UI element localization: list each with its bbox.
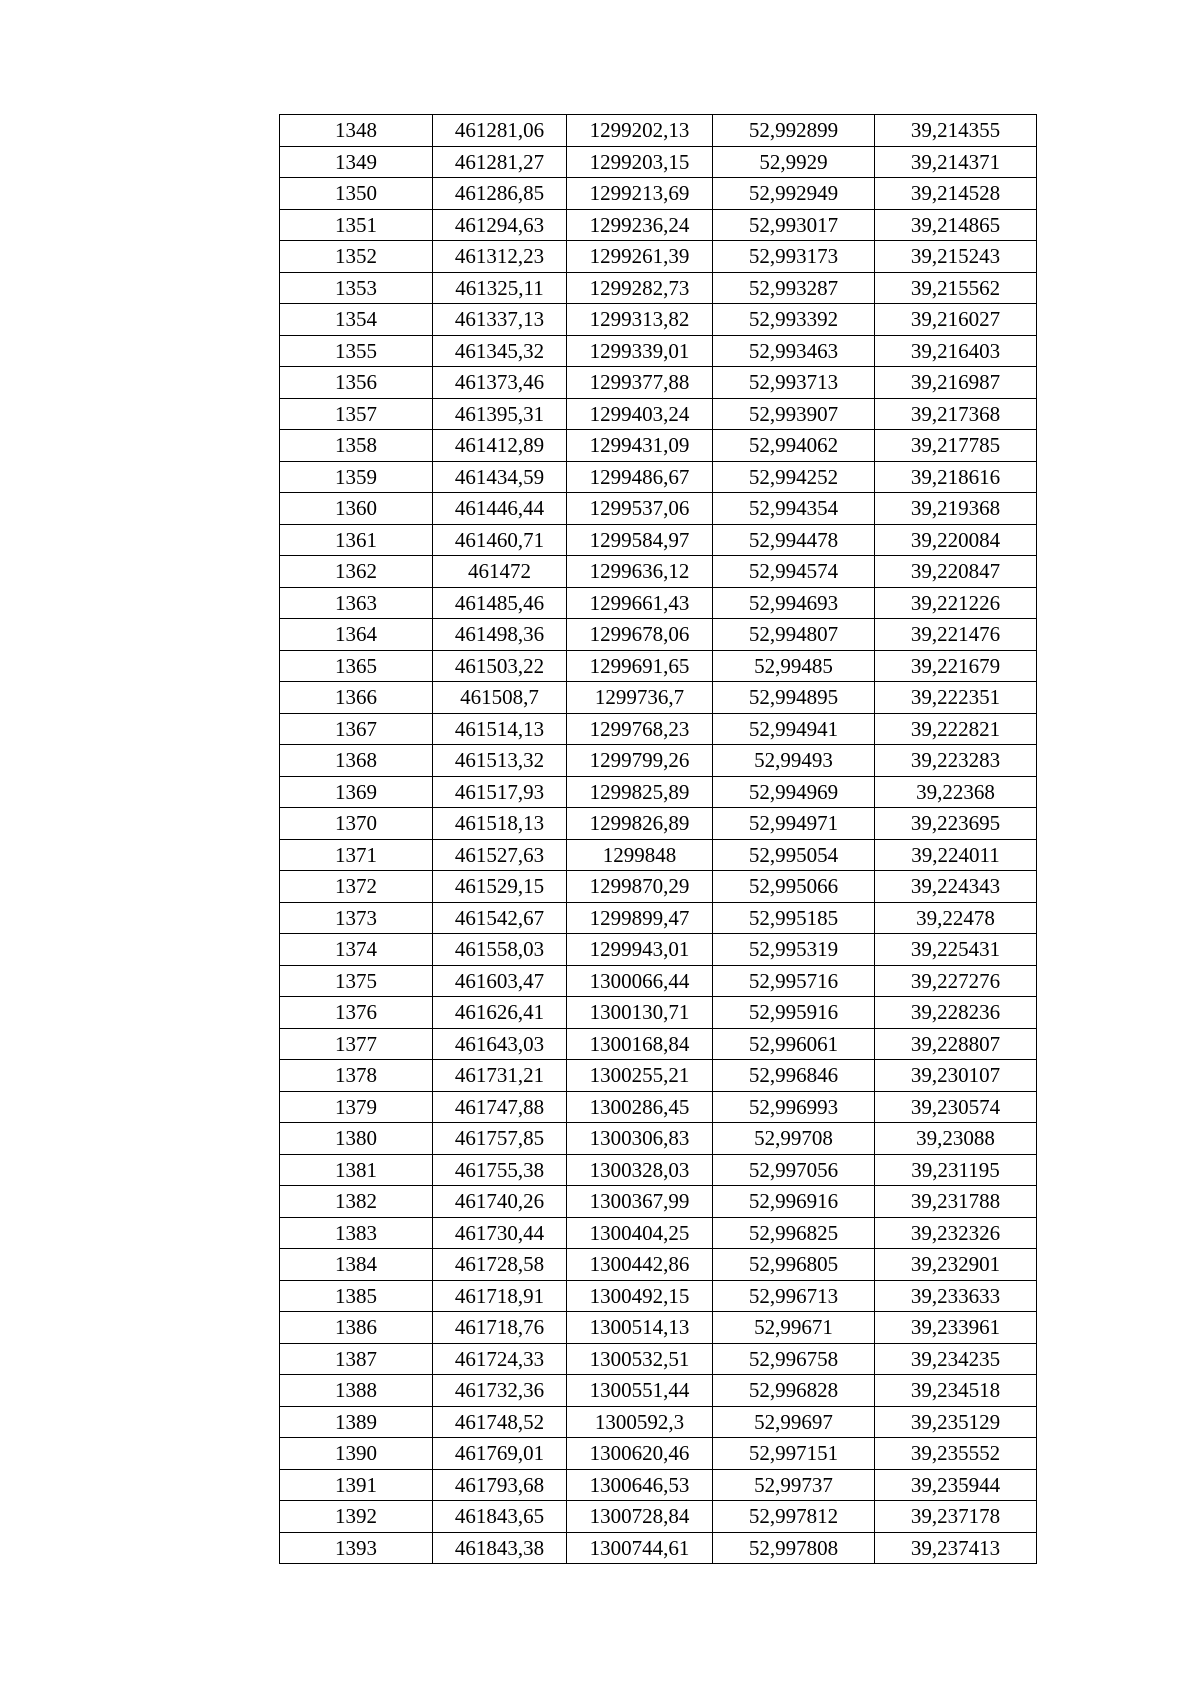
point-number-cell: 1377 [280,1028,433,1060]
point-number-cell: 1360 [280,493,433,525]
table-row [280,871,1037,903]
longitude-cell: 39,233961 [875,1312,1037,1344]
y-coordinate-cell: 1300367,99 [567,1186,713,1218]
y-coordinate-cell: 1299826,89 [567,808,713,840]
longitude-cell: 39,214528 [875,178,1037,210]
point-number-cell: 1356 [280,367,433,399]
latitude-cell: 52,996993 [713,1091,875,1123]
table-row [280,587,1037,619]
latitude-cell: 52,993392 [713,304,875,336]
point-number-cell: 1365 [280,650,433,682]
table-row [280,1438,1037,1470]
table-row [280,934,1037,966]
longitude-cell: 39,227276 [875,965,1037,997]
point-number-cell: 1389 [280,1406,433,1438]
table-row [280,1280,1037,1312]
latitude-cell: 52,99671 [713,1312,875,1344]
x-coordinate-cell: 461472 [433,556,567,588]
table-row [280,776,1037,808]
longitude-cell: 39,215562 [875,272,1037,304]
x-coordinate-cell: 461769,01 [433,1438,567,1470]
point-number-cell: 1374 [280,934,433,966]
latitude-cell: 52,996825 [713,1217,875,1249]
latitude-cell: 52,997151 [713,1438,875,1470]
y-coordinate-cell: 1299213,69 [567,178,713,210]
point-number-cell: 1368 [280,745,433,777]
table-row [280,1249,1037,1281]
latitude-cell: 52,9929 [713,146,875,178]
table-row [280,745,1037,777]
table-row [280,1501,1037,1533]
latitude-cell: 52,994969 [713,776,875,808]
y-coordinate-cell: 1300551,44 [567,1375,713,1407]
y-coordinate-cell: 1299825,89 [567,776,713,808]
latitude-cell: 52,994354 [713,493,875,525]
y-coordinate-cell: 1299768,23 [567,713,713,745]
x-coordinate-cell: 461747,88 [433,1091,567,1123]
point-number-cell: 1369 [280,776,433,808]
longitude-cell: 39,222821 [875,713,1037,745]
table-row [280,461,1037,493]
table-row [280,209,1037,241]
latitude-cell: 52,993287 [713,272,875,304]
x-coordinate-cell: 461740,26 [433,1186,567,1218]
longitude-cell: 39,224343 [875,871,1037,903]
x-coordinate-cell: 461558,03 [433,934,567,966]
y-coordinate-cell: 1299870,29 [567,871,713,903]
latitude-cell: 52,995716 [713,965,875,997]
table-row [280,1028,1037,1060]
point-number-cell: 1355 [280,335,433,367]
point-number-cell: 1381 [280,1154,433,1186]
x-coordinate-cell: 461395,31 [433,398,567,430]
x-coordinate-cell: 461412,89 [433,430,567,462]
table-row [280,839,1037,871]
y-coordinate-cell: 1299584,97 [567,524,713,556]
y-coordinate-cell: 1299799,26 [567,745,713,777]
longitude-cell: 39,214355 [875,115,1037,147]
point-number-cell: 1349 [280,146,433,178]
point-number-cell: 1351 [280,209,433,241]
x-coordinate-cell: 461529,15 [433,871,567,903]
x-coordinate-cell: 461518,13 [433,808,567,840]
latitude-cell: 52,996916 [713,1186,875,1218]
x-coordinate-cell: 461485,46 [433,587,567,619]
point-number-cell: 1359 [280,461,433,493]
longitude-cell: 39,230107 [875,1060,1037,1092]
latitude-cell: 52,995185 [713,902,875,934]
y-coordinate-cell: 1299486,67 [567,461,713,493]
y-coordinate-cell: 1300328,03 [567,1154,713,1186]
latitude-cell: 52,994895 [713,682,875,714]
point-number-cell: 1372 [280,871,433,903]
longitude-cell: 39,220847 [875,556,1037,588]
table-row [280,1343,1037,1375]
longitude-cell: 39,217785 [875,430,1037,462]
y-coordinate-cell: 1299282,73 [567,272,713,304]
y-coordinate-cell: 1300744,61 [567,1532,713,1564]
longitude-cell: 39,22478 [875,902,1037,934]
y-coordinate-cell: 1299899,47 [567,902,713,934]
y-coordinate-cell: 1299661,43 [567,587,713,619]
latitude-cell: 52,99708 [713,1123,875,1155]
latitude-cell: 52,995054 [713,839,875,871]
x-coordinate-cell: 461731,21 [433,1060,567,1092]
longitude-cell: 39,235129 [875,1406,1037,1438]
latitude-cell: 52,993463 [713,335,875,367]
point-number-cell: 1352 [280,241,433,273]
point-number-cell: 1387 [280,1343,433,1375]
coordinates-table [279,114,1037,1564]
y-coordinate-cell: 1299403,24 [567,398,713,430]
latitude-cell: 52,99493 [713,745,875,777]
x-coordinate-cell: 461718,91 [433,1280,567,1312]
table-row [280,146,1037,178]
table-row [280,1532,1037,1564]
latitude-cell: 52,995319 [713,934,875,966]
longitude-cell: 39,225431 [875,934,1037,966]
x-coordinate-cell: 461503,22 [433,650,567,682]
point-number-cell: 1385 [280,1280,433,1312]
latitude-cell: 52,996713 [713,1280,875,1312]
table-row [280,241,1037,273]
x-coordinate-cell: 461460,71 [433,524,567,556]
y-coordinate-cell: 1299943,01 [567,934,713,966]
y-coordinate-cell: 1300532,51 [567,1343,713,1375]
longitude-cell: 39,221679 [875,650,1037,682]
latitude-cell: 52,997812 [713,1501,875,1533]
table-row [280,1406,1037,1438]
table-row [280,1123,1037,1155]
longitude-cell: 39,233633 [875,1280,1037,1312]
x-coordinate-cell: 461514,13 [433,713,567,745]
longitude-cell: 39,237413 [875,1532,1037,1564]
x-coordinate-cell: 461728,58 [433,1249,567,1281]
longitude-cell: 39,22368 [875,776,1037,808]
table-row [280,1154,1037,1186]
point-number-cell: 1354 [280,304,433,336]
point-number-cell: 1390 [280,1438,433,1470]
table-row [280,650,1037,682]
longitude-cell: 39,228807 [875,1028,1037,1060]
point-number-cell: 1378 [280,1060,433,1092]
point-number-cell: 1350 [280,178,433,210]
latitude-cell: 52,996061 [713,1028,875,1060]
y-coordinate-cell: 1299236,24 [567,209,713,241]
y-coordinate-cell: 1300514,13 [567,1312,713,1344]
latitude-cell: 52,993713 [713,367,875,399]
table-row [280,1312,1037,1344]
coordinates-table-body [280,115,1037,1564]
longitude-cell: 39,216987 [875,367,1037,399]
latitude-cell: 52,994807 [713,619,875,651]
point-number-cell: 1392 [280,1501,433,1533]
y-coordinate-cell: 1300168,84 [567,1028,713,1060]
point-number-cell: 1384 [280,1249,433,1281]
y-coordinate-cell: 1299203,15 [567,146,713,178]
y-coordinate-cell: 1299848 [567,839,713,871]
y-coordinate-cell: 1300646,53 [567,1469,713,1501]
latitude-cell: 52,996828 [713,1375,875,1407]
longitude-cell: 39,237178 [875,1501,1037,1533]
y-coordinate-cell: 1300255,21 [567,1060,713,1092]
point-number-cell: 1364 [280,619,433,651]
x-coordinate-cell: 461281,06 [433,115,567,147]
y-coordinate-cell: 1300286,45 [567,1091,713,1123]
x-coordinate-cell: 461325,11 [433,272,567,304]
point-number-cell: 1362 [280,556,433,588]
x-coordinate-cell: 461843,65 [433,1501,567,1533]
longitude-cell: 39,223283 [875,745,1037,777]
x-coordinate-cell: 461643,03 [433,1028,567,1060]
latitude-cell: 52,994941 [713,713,875,745]
y-coordinate-cell: 1299339,01 [567,335,713,367]
x-coordinate-cell: 461527,63 [433,839,567,871]
table-row [280,1060,1037,1092]
longitude-cell: 39,220084 [875,524,1037,556]
x-coordinate-cell: 461757,85 [433,1123,567,1155]
latitude-cell: 52,995066 [713,871,875,903]
point-number-cell: 1357 [280,398,433,430]
latitude-cell: 52,994971 [713,808,875,840]
table-row [280,808,1037,840]
point-number-cell: 1380 [280,1123,433,1155]
point-number-cell: 1361 [280,524,433,556]
latitude-cell: 52,993017 [713,209,875,241]
x-coordinate-cell: 461508,7 [433,682,567,714]
longitude-cell: 39,235944 [875,1469,1037,1501]
y-coordinate-cell: 1300130,71 [567,997,713,1029]
longitude-cell: 39,23088 [875,1123,1037,1155]
latitude-cell: 52,994693 [713,587,875,619]
point-number-cell: 1370 [280,808,433,840]
latitude-cell: 52,994252 [713,461,875,493]
longitude-cell: 39,223695 [875,808,1037,840]
y-coordinate-cell: 1299537,06 [567,493,713,525]
y-coordinate-cell: 1299313,82 [567,304,713,336]
point-number-cell: 1375 [280,965,433,997]
longitude-cell: 39,234235 [875,1343,1037,1375]
table-row [280,178,1037,210]
point-number-cell: 1379 [280,1091,433,1123]
latitude-cell: 52,994574 [713,556,875,588]
y-coordinate-cell: 1299431,09 [567,430,713,462]
point-number-cell: 1371 [280,839,433,871]
y-coordinate-cell: 1300066,44 [567,965,713,997]
x-coordinate-cell: 461281,27 [433,146,567,178]
table-row [280,902,1037,934]
x-coordinate-cell: 461603,47 [433,965,567,997]
longitude-cell: 39,218616 [875,461,1037,493]
x-coordinate-cell: 461843,38 [433,1532,567,1564]
longitude-cell: 39,234518 [875,1375,1037,1407]
point-number-cell: 1366 [280,682,433,714]
y-coordinate-cell: 1300442,86 [567,1249,713,1281]
longitude-cell: 39,221226 [875,587,1037,619]
latitude-cell: 52,994062 [713,430,875,462]
longitude-cell: 39,232326 [875,1217,1037,1249]
table-row [280,1375,1037,1407]
table-row [280,556,1037,588]
x-coordinate-cell: 461312,23 [433,241,567,273]
x-coordinate-cell: 461724,33 [433,1343,567,1375]
table-row [280,1217,1037,1249]
y-coordinate-cell: 1300592,3 [567,1406,713,1438]
longitude-cell: 39,216403 [875,335,1037,367]
y-coordinate-cell: 1299377,88 [567,367,713,399]
latitude-cell: 52,996758 [713,1343,875,1375]
latitude-cell: 52,997808 [713,1532,875,1564]
table-row [280,682,1037,714]
x-coordinate-cell: 461513,32 [433,745,567,777]
latitude-cell: 52,995916 [713,997,875,1029]
point-number-cell: 1382 [280,1186,433,1218]
longitude-cell: 39,232901 [875,1249,1037,1281]
latitude-cell: 52,99697 [713,1406,875,1438]
longitude-cell: 39,228236 [875,997,1037,1029]
y-coordinate-cell: 1299261,39 [567,241,713,273]
y-coordinate-cell: 1299691,65 [567,650,713,682]
latitude-cell: 52,992949 [713,178,875,210]
latitude-cell: 52,993907 [713,398,875,430]
y-coordinate-cell: 1300620,46 [567,1438,713,1470]
latitude-cell: 52,997056 [713,1154,875,1186]
point-number-cell: 1376 [280,997,433,1029]
longitude-cell: 39,231195 [875,1154,1037,1186]
point-number-cell: 1363 [280,587,433,619]
table-row [280,1469,1037,1501]
y-coordinate-cell: 1299736,7 [567,682,713,714]
longitude-cell: 39,231788 [875,1186,1037,1218]
x-coordinate-cell: 461718,76 [433,1312,567,1344]
point-number-cell: 1367 [280,713,433,745]
x-coordinate-cell: 461517,93 [433,776,567,808]
table-row [280,965,1037,997]
longitude-cell: 39,215243 [875,241,1037,273]
point-number-cell: 1391 [280,1469,433,1501]
x-coordinate-cell: 461732,36 [433,1375,567,1407]
table-row [280,619,1037,651]
point-number-cell: 1348 [280,115,433,147]
longitude-cell: 39,214371 [875,146,1037,178]
table-row [280,335,1037,367]
y-coordinate-cell: 1300306,83 [567,1123,713,1155]
longitude-cell: 39,230574 [875,1091,1037,1123]
x-coordinate-cell: 461755,38 [433,1154,567,1186]
x-coordinate-cell: 461730,44 [433,1217,567,1249]
longitude-cell: 39,222351 [875,682,1037,714]
table-row [280,1091,1037,1123]
longitude-cell: 39,219368 [875,493,1037,525]
longitude-cell: 39,235552 [875,1438,1037,1470]
x-coordinate-cell: 461626,41 [433,997,567,1029]
latitude-cell: 52,996846 [713,1060,875,1092]
longitude-cell: 39,221476 [875,619,1037,651]
point-number-cell: 1386 [280,1312,433,1344]
table-row [280,398,1037,430]
x-coordinate-cell: 461446,44 [433,493,567,525]
table-row [280,430,1037,462]
table-row [280,272,1037,304]
table-row [280,493,1037,525]
table-row [280,997,1037,1029]
y-coordinate-cell: 1299202,13 [567,115,713,147]
point-number-cell: 1358 [280,430,433,462]
x-coordinate-cell: 461542,67 [433,902,567,934]
longitude-cell: 39,224011 [875,839,1037,871]
table-row [280,713,1037,745]
longitude-cell: 39,216027 [875,304,1037,336]
x-coordinate-cell: 461793,68 [433,1469,567,1501]
y-coordinate-cell: 1299678,06 [567,619,713,651]
x-coordinate-cell: 461294,63 [433,209,567,241]
table-row [280,304,1037,336]
y-coordinate-cell: 1299636,12 [567,556,713,588]
x-coordinate-cell: 461337,13 [433,304,567,336]
x-coordinate-cell: 461498,36 [433,619,567,651]
x-coordinate-cell: 461373,46 [433,367,567,399]
latitude-cell: 52,993173 [713,241,875,273]
x-coordinate-cell: 461345,32 [433,335,567,367]
latitude-cell: 52,99485 [713,650,875,682]
point-number-cell: 1393 [280,1532,433,1564]
x-coordinate-cell: 461286,85 [433,178,567,210]
table-row [280,115,1037,147]
point-number-cell: 1388 [280,1375,433,1407]
latitude-cell: 52,992899 [713,115,875,147]
table-row [280,524,1037,556]
point-number-cell: 1383 [280,1217,433,1249]
x-coordinate-cell: 461748,52 [433,1406,567,1438]
latitude-cell: 52,99737 [713,1469,875,1501]
y-coordinate-cell: 1300404,25 [567,1217,713,1249]
point-number-cell: 1353 [280,272,433,304]
latitude-cell: 52,994478 [713,524,875,556]
longitude-cell: 39,214865 [875,209,1037,241]
y-coordinate-cell: 1300492,15 [567,1280,713,1312]
longitude-cell: 39,217368 [875,398,1037,430]
point-number-cell: 1373 [280,902,433,934]
latitude-cell: 52,996805 [713,1249,875,1281]
y-coordinate-cell: 1300728,84 [567,1501,713,1533]
x-coordinate-cell: 461434,59 [433,461,567,493]
table-row [280,367,1037,399]
table-row [280,1186,1037,1218]
